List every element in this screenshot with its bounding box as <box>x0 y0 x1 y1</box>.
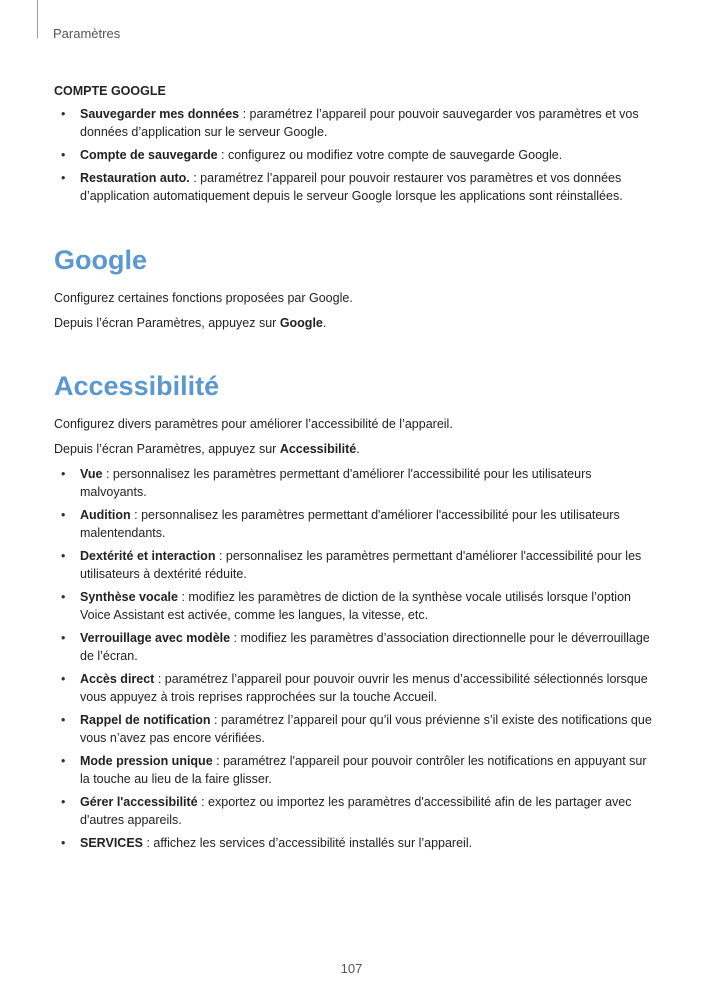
accessibility-options-list <box>54 465 654 852</box>
instruction-target: Accessibilité <box>279 442 357 456</box>
option-term: Restauration auto. <box>80 171 190 185</box>
option-term: Dextérité et interaction <box>80 549 216 563</box>
list-item <box>54 169 654 205</box>
instruction-target: Google <box>279 316 323 330</box>
option-term: Verrouillage avec modèle <box>80 631 231 645</box>
instruction-suffix: . <box>356 442 360 456</box>
bullet-icon: • <box>61 631 66 645</box>
page-header-title: Paramètres <box>53 26 121 41</box>
bullet-icon: • <box>61 148 66 162</box>
option-term: Audition <box>80 508 131 522</box>
option-description: : personnalisez les paramètres permettant d'améliorer l'accessibilité pour les utilisateurs à dextérité réduite. <box>80 549 642 581</box>
option-description: : paramétrez l’appareil pour qu’il vous prévienne s’il existe des notifications que vous n’avez pas encore vérifiées. <box>80 713 652 745</box>
option-term: Sauvegarder mes données <box>80 107 240 121</box>
option-description: : paramétrez l’appareil pour pouvoir sauvegarder vos paramètres et vos données d’application sur le serveur Google. <box>80 107 639 139</box>
section-description: Configurez certaines fonctions proposées par Google. <box>54 291 353 305</box>
list-item <box>54 752 654 788</box>
option-description: : affichez les services d’accessibilité installés sur l’appareil. <box>143 836 473 850</box>
option-description: : modifiez les paramètres d’association directionnelle pour le déverrouillage de l’écran. <box>80 631 650 663</box>
option-description: : paramétrez l'appareil pour pouvoir contrôler les notifications en appuyant sur la touche au lieu de la faire glisser. <box>80 754 647 786</box>
page-content <box>54 84 654 857</box>
section-instruction <box>54 314 654 332</box>
bullet-icon: • <box>61 590 66 604</box>
option-term: Vue <box>80 467 103 481</box>
option-description: : personnalisez les paramètres permettant d'améliorer l'accessibilité pour les utilisateurs malentendants. <box>80 508 620 540</box>
bullet-icon: • <box>61 467 66 481</box>
list-item <box>54 105 654 141</box>
bullet-icon: • <box>61 713 66 727</box>
list-item <box>54 670 654 706</box>
option-description: : paramétrez l’appareil pour pouvoir restaurer vos paramètres et vos données d’application automatiquement depuis le serveur Google lorsque les applications sont réinstallées. <box>80 171 623 203</box>
accessibility-section <box>54 371 654 852</box>
option-term: Accès direct <box>80 672 155 686</box>
bullet-icon: • <box>61 508 66 522</box>
instruction-prefix: Depuis l’écran Paramètres, appuyez sur <box>54 316 280 330</box>
list-item <box>54 547 654 583</box>
google-section <box>54 245 654 332</box>
list-item <box>54 146 654 164</box>
option-term: Gérer l'accessibilité <box>80 795 198 809</box>
list-item <box>54 793 654 829</box>
backup-options-list <box>54 105 654 205</box>
bullet-icon: • <box>61 672 66 686</box>
option-description: : personnalisez les paramètres permettant d'améliorer l'accessibilité pour les utilisateurs malvoyants. <box>80 467 592 499</box>
page-number: 107 <box>340 961 363 976</box>
bullet-icon: • <box>61 836 66 850</box>
option-term: Synthèse vocale <box>80 590 178 604</box>
list-item <box>54 834 654 852</box>
section-description: Configurez divers paramètres pour améliorer l’accessibilité de l’appareil. <box>54 417 453 431</box>
section-title: Google <box>54 245 147 275</box>
list-item <box>54 629 654 665</box>
section-instruction <box>54 440 654 458</box>
list-item <box>54 588 654 624</box>
bullet-icon: • <box>61 171 66 185</box>
option-term: Mode pression unique <box>80 754 213 768</box>
option-description: : configurez ou modifiez votre compte de sauvegarde Google. <box>217 148 563 162</box>
option-description: : modifiez les paramètres de diction de la synthèse vocale utilisés lorsque l’option Voice Assistant est activée, comme les langues, la vitesse, etc. <box>80 590 631 622</box>
list-item <box>54 465 654 501</box>
option-description: : paramétrez l’appareil pour pouvoir ouvrir les menus d’accessibilité sélectionnés lorsque vous appuyez à trois reprises rapprochées sur la touche Accueil. <box>80 672 648 704</box>
section-subheading: COMPTE GOOGLE <box>54 84 166 98</box>
section-title: Accessibilité <box>54 371 220 401</box>
list-item <box>54 711 654 747</box>
bullet-icon: • <box>61 107 66 121</box>
option-term: Compte de sauvegarde <box>80 148 218 162</box>
bullet-icon: • <box>61 754 66 768</box>
header-divider <box>37 0 38 38</box>
option-description: : exportez ou importez les paramètres d'accessibilité afin de les partager avec d'autres appareils. <box>80 795 632 827</box>
bullet-icon: • <box>61 549 66 563</box>
bullet-icon: • <box>61 795 66 809</box>
instruction-suffix: . <box>322 316 327 330</box>
option-term: Rappel de notification <box>80 713 211 727</box>
backup-section <box>54 84 654 205</box>
list-item <box>54 506 654 542</box>
instruction-prefix: Depuis l’écran Paramètres, appuyez sur <box>54 442 280 456</box>
option-term: SERVICES <box>80 836 143 850</box>
